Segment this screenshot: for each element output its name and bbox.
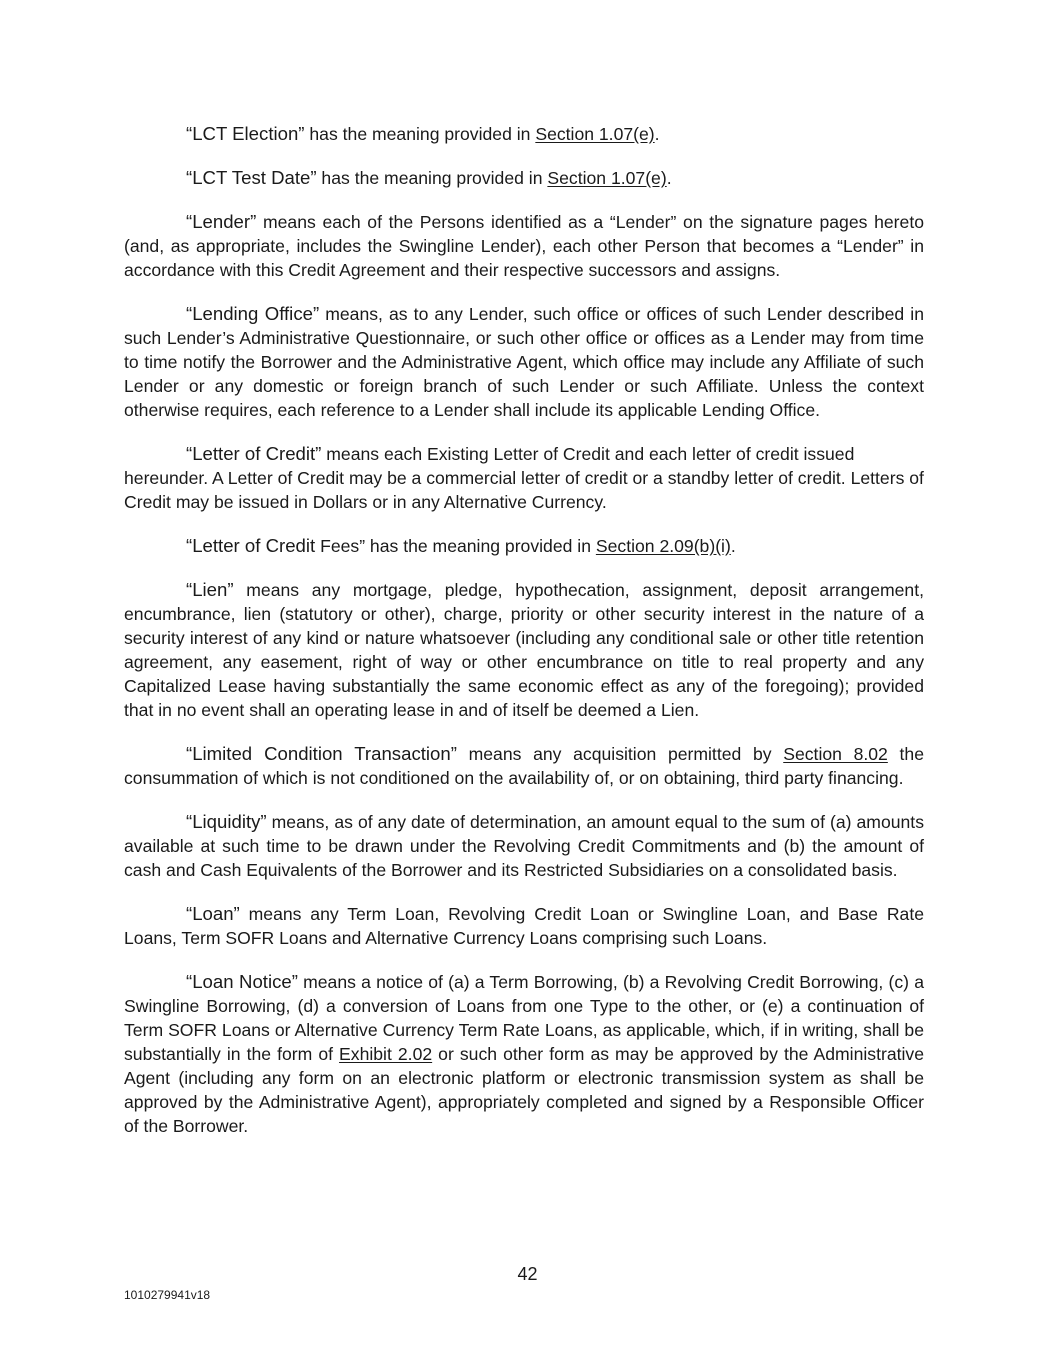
defined-term: “Liquidity”	[186, 811, 267, 832]
defined-term: “LCT Test Date”	[186, 167, 317, 188]
section-reference: Section 1.07(e)	[535, 124, 655, 144]
definition-lct-election	[124, 122, 924, 146]
defined-term: “Limited Condition Transaction”	[186, 743, 457, 764]
defined-term: “Letter of Credit	[186, 535, 316, 556]
definition-text: means, as of any date of determination, an amount equal to the sum of (a) amounts available at such time to be drawn under the Revolving Credit Commitments and (b) the amount of cash and Cash Equivalents of the Borrower and its Restricted Subsidiaries on a consolidated basis.	[124, 812, 924, 880]
defined-term: “Lending Office”	[186, 303, 320, 324]
definition-lien	[124, 578, 924, 722]
definition-text-end: the consummation of which is not conditioned on the availability of, or on obtaining, third party financing.	[124, 744, 924, 788]
document-id: 1010279941v18	[124, 1288, 211, 1302]
page-number: 42	[517, 1264, 538, 1284]
definition-lct-test-date	[124, 166, 924, 190]
definition-text: means each Existing Letter of Credit and each letter of credit issued hereunder. A Letter of Credit may be a commercial letter of credit or a standby letter of credit. Letters of Credit may be issued in Dollars or in any Alternative Currency.	[124, 444, 924, 512]
definition-text: means any acquisition permitted by	[456, 744, 784, 764]
document-body	[124, 122, 924, 1158]
definition-loan	[124, 902, 924, 950]
definition-text-end: or such other form as may be approved by the Administrative Agent (including any form on an electronic platform or electronic transmission system as shall be approved by the Administrative Agent), appropriately completed and signed by a Responsible Officer of the Borrower.	[124, 1044, 924, 1136]
definition-text: means each of the Persons identified as a “Lender” on the signature pages hereto (and, as appropriate, includes the Swingline Lender), each other Person that becomes a “Lender” in accordance with this Credit Agreement and their respective successors and assigns.	[124, 212, 924, 280]
definition-loan-notice	[124, 970, 924, 1138]
defined-term: “Lender”	[186, 211, 257, 232]
section-reference: Section 8.02	[783, 744, 888, 764]
defined-term: “LCT Election”	[186, 123, 305, 144]
definition-liquidity	[124, 810, 924, 882]
definition-text: means a notice of (a) a Term Borrowing, (b) a Revolving Credit Borrowing, (c) a Swingline Borrowing, (d) a conversion of Loans from one Type to the other, or (e) a continuation of Term SOFR Loans or Alternative Currency Term Rate Loans, as applicable, which, if in writing, shall be substantially in the form of	[124, 972, 924, 1064]
definition-text: has the meaning provided in	[316, 168, 548, 188]
definition-letter-of-credit	[124, 442, 924, 514]
definition-text-end: .	[666, 168, 672, 188]
section-reference: Section 1.07(e)	[547, 168, 667, 188]
exhibit-reference: Exhibit 2.02	[339, 1044, 433, 1064]
definition-letter-of-credit-fees	[124, 534, 924, 558]
definition-text: means, as to any Lender, such office or offices of such Lender described in such Lender’s Administrative Questionnaire, or such other office or offices as a Lender may from time to time notify the Borrower and the Administrative Agent, which office may include any Affiliate of such Lender or any domestic or foreign branch of such Lender or such Affiliate. Unless the context otherwise requires, each reference to a Lender shall include its applicable Lending Office.	[124, 304, 924, 420]
definition-limited-condition-transaction	[124, 742, 924, 790]
definition-text: means any Term Loan, Revolving Credit Loan or Swingline Loan, and Base Rate Loans, Term SOFR Loans and Alternative Currency Loans comprising such Loans.	[124, 904, 924, 948]
defined-term: “Lien”	[186, 579, 234, 600]
defined-term: “Loan”	[186, 903, 240, 924]
definition-text-end: .	[730, 536, 736, 556]
defined-term: “Letter of Credit”	[186, 443, 322, 464]
definition-lender	[124, 210, 924, 282]
definition-text: has the meaning provided in	[304, 124, 536, 144]
definition-text: Fees” has the meaning provided in	[315, 536, 596, 556]
definition-text-end: .	[654, 124, 660, 144]
section-reference: Section 2.09(b)(i)	[595, 536, 731, 556]
definition-text: means any mortgage, pledge, hypothecation, assignment, deposit arrangement, encumbrance, lien (statutory or other), charge, priority or other security interest in the nature of a security interest of any kind or nature whatsoever (including any conditional sale or other title retention agreement, any easement, right of way or other encumbrance on title to real property and any Capitalized Lease having substantially the same economic effect as any of the foregoing); provided that in no event shall an operating lease in and of itself be deemed a Lien.	[124, 580, 924, 720]
defined-term: “Loan Notice”	[186, 971, 298, 992]
definition-lending-office	[124, 302, 924, 422]
